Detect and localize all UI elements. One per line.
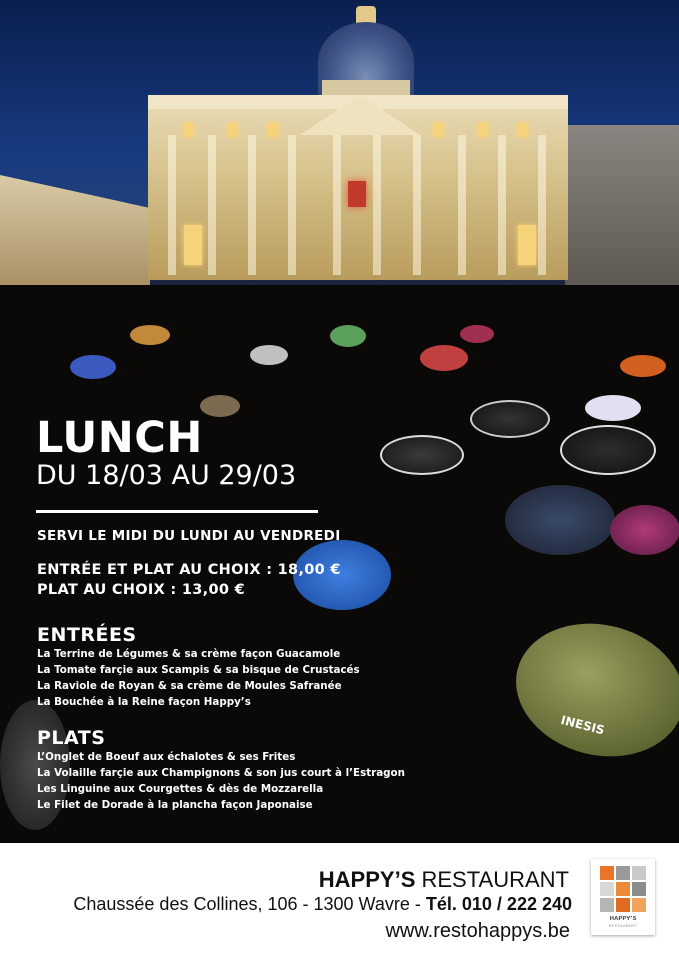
logo-name: HAPPY’S	[609, 916, 637, 922]
logo-tile	[632, 882, 646, 896]
restaurant-name-rest: RESTAURANT	[421, 867, 569, 892]
umbrella-brand-text: INESIS	[559, 712, 606, 738]
address: Chaussée des Collines, 106 - 1300 Wavre -	[73, 894, 426, 914]
logo-tagline: RESTAURANT	[608, 924, 638, 928]
lunch-title: LUNCH	[36, 413, 203, 463]
website-link[interactable]: www.restohappys.be	[385, 920, 570, 942]
entrees-list	[37, 646, 360, 710]
price-plat: PLAT AU CHOIX : 13,00 €	[37, 582, 245, 598]
list-item: La Terrine de Légumes & sa crème façon Guacamole	[37, 648, 341, 660]
phone-number[interactable]: Tél. 010 / 222 240	[425, 894, 572, 914]
list-item: La Tomate farçie aux Scampis & sa bisque de Crustacés	[37, 664, 360, 676]
colonnade-left	[0, 175, 150, 285]
restaurant-logo	[591, 859, 655, 935]
palace-right	[565, 125, 679, 295]
logo-tile	[600, 882, 614, 896]
list-item: La Raviole de Royan & sa crème de Moules Safranée	[37, 680, 342, 692]
list-item: L’Onglet de Boeuf aux échalotes & ses Frites	[37, 751, 296, 763]
logo-tile	[600, 866, 614, 880]
logo-mosaic	[600, 866, 646, 912]
title-underline	[36, 510, 318, 513]
plats-list	[37, 749, 405, 813]
lunch-dates: DU 18/03 AU 29/03	[36, 460, 297, 491]
footer	[0, 843, 679, 960]
restaurant-name-bold: HAPPY’S	[318, 867, 416, 892]
list-item: Les Linguine aux Courgettes & dès de Mozzarella	[37, 783, 324, 795]
price-entree-plat: ENTRÉE ET PLAT AU CHOIX : 18,00 €	[37, 562, 341, 578]
logo-tile	[632, 866, 646, 880]
plats-heading: PLATS	[37, 727, 106, 749]
list-item: La Volaille farçie aux Champignons & son jus court à l’Estragon	[37, 767, 405, 779]
logo-tile	[616, 898, 630, 912]
list-item: Le Filet de Dorade à la plancha façon Japonaise	[37, 799, 313, 811]
list-item: La Bouchée à la Reine façon Happy’s	[37, 696, 251, 708]
logo-tile	[600, 898, 614, 912]
logo-tile	[632, 898, 646, 912]
service-note: SERVI LE MIDI DU LUNDI AU VENDREDI	[37, 528, 341, 544]
entrees-heading: ENTRÉES	[37, 624, 137, 646]
logo-tile	[616, 882, 630, 896]
restaurant-name	[319, 867, 569, 893]
address-line	[73, 893, 572, 915]
logo-tile	[616, 866, 630, 880]
